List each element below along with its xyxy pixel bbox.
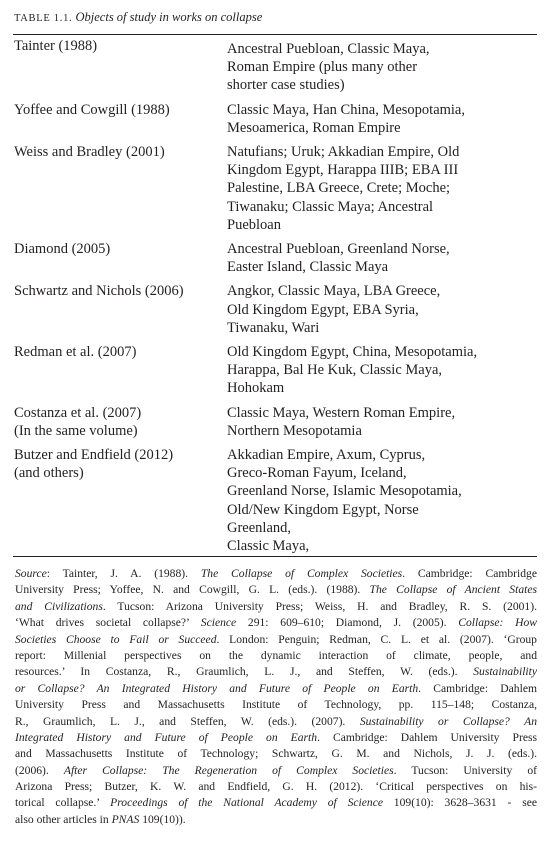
objects-line: shorter case studies) [227,77,345,94]
objects-line: Greenland, [227,519,292,536]
objects-line: Ancestral Puebloan, Greenland Norse, [227,241,450,258]
author-cell [14,282,219,300]
objects-line: Puebloan [227,216,281,233]
author-cell [14,37,219,55]
objects-line: Angkor, Classic Maya, LBA Greece, [227,283,441,300]
objects-line: Classic Maya, [227,538,310,555]
bottom-rule [13,556,537,557]
table-row [0,282,551,337]
author-line: Schwartz and Nichols (2006) [14,283,184,300]
objects-cell [227,446,539,555]
objects-line: Kingdom Egypt, Harappa IIIB; EBA III [227,162,459,179]
author-line: Weiss and Bradley (2001) [14,144,165,161]
source-line: Arizona Press; Butzer, K. W. and Endfield, G. H. (2012). ‘Critical perspectives on his- [15,780,537,794]
objects-cell [227,343,539,398]
source-line: Societies Choose to Fail or Succeed. London: Penguin; Redman, C. L. et al. (2007). ‘Group [15,632,537,646]
top-rule [13,34,537,35]
table-row [0,404,551,440]
objects-line: Old Kingdom Egypt, EBA Syria, [227,301,419,318]
objects-line: Greco-Roman Fayum, Iceland, [227,465,407,482]
objects-line: Easter Island, Classic Maya [227,259,389,276]
objects-line: Tiwanaku; Classic Maya; Ancestral [227,198,434,215]
author-cell [14,446,219,482]
table-label: TABLE 1.1. [14,13,73,24]
author-cell [14,404,219,440]
source-line: University Press and Massachusetts Institute of Technology, pp. 115–148; Costanza, [15,698,537,712]
table-row [0,446,551,555]
source-line: also other articles in PNAS 109(10)). [15,812,186,826]
objects-cell [227,240,539,276]
objects-line: Harappa, Bal He Kuk, Classic Maya, [227,362,443,379]
objects-cell [227,101,539,137]
source-line: ‘What drives societal collapse?’ Science 291: 609–610; Diamond, J. (2005). Collapse: How [15,616,537,630]
objects-line: Ancestral Puebloan, Classic Maya, [227,41,430,57]
source-line: Source: Tainter, J. A. (1988). The Collapse of Complex Societies. Cambridge: Cambridge [15,567,537,580]
source-line: resources.’ In Costanza, R., Graumlich, L. J., and Steffen, W. (eds.). Sustainability [15,665,537,679]
objects-cell [227,404,539,440]
author-line: Butzer and Endfield (2012) [14,447,174,464]
objects-line: Classic Maya, Western Roman Empire, [227,404,456,421]
table-row [0,240,551,276]
table-row [0,37,551,95]
author-line: Tainter (1988) [14,38,98,54]
author-line: (In the same volume) [14,422,138,439]
objects-line: Mesoamerica, Roman Empire [227,119,401,136]
objects-line: Old/New Kingdom Egypt, Norse [227,501,419,518]
objects-line: Akkadian Empire, Axum, Cyprus, [227,447,426,464]
author-line: Yoffee and Cowgill (1988) [14,101,170,118]
objects-line: Greenland Norse, Islamic Mesopotamia, [227,483,462,500]
author-line: Diamond (2005) [14,241,111,258]
source-line: R., Graumlich, L. J., and Steffen, W. (eds.). (2007). Sustainability or Collapse? An [15,714,537,728]
table-caption [14,10,534,25]
source-line: and Civilizations. Tucson: Arizona University Press; Weiss, H. and Bradley, R. S. (2001). [15,599,537,613]
objects-cell [227,282,539,337]
source-line: and Massachusetts Institute of Technology; Schwartz, G. M. and Nichols, J. J. (eds.). [15,747,537,761]
objects-line: Hohokam [227,380,285,397]
table-row [0,143,551,234]
table-row [0,343,551,398]
source-line: or Collapse? An Integrated History and Future of People on Earth. Cambridge: Dahlem [15,681,537,695]
source-line: University Press; Yoffee, N. and Cowgill, G. L. (eds.). (1988). The Collapse of Ancient States [15,583,537,597]
source-line: report: Millenial perspectives on the dynamic interaction of climate, people, and [15,648,537,662]
table-title: Objects of study in works on collapse [75,10,263,24]
objects-line: Palestine, LBA Greece, Crete; Moche; [227,180,451,197]
objects-line: Natufians; Uruk; Akkadian Empire, Old [227,144,460,161]
source-line: Integrated History and Future of People on Earth. Cambridge: Dahlem University Press [15,730,537,744]
author-cell [14,343,219,361]
objects-line: Roman Empire (plus many other [227,59,418,76]
collapse-table [0,37,551,555]
author-cell [14,240,219,258]
objects-cell [227,40,539,95]
author-line: Costanza et al. (2007) [14,404,142,421]
source-note [15,566,537,828]
source-line: torical collapse.’ Proceedings of the National Academy of Science 109(10): 3628–3631 - see [15,796,537,810]
author-cell [14,143,219,161]
author-line: Redman et al. (2007) [14,344,137,361]
table-row [0,101,551,137]
source-line: (2006). After Collapse: The Regeneration of Complex Societies. Tucson: University of [15,763,537,777]
objects-line: Northern Mesopotamia [227,422,362,439]
author-line: (and others) [14,465,84,482]
objects-line: Old Kingdom Egypt, China, Mesopotamia, [227,344,478,361]
objects-line: Tiwanaku, Wari [227,319,320,336]
objects-line: Classic Maya, Han China, Mesopotamia, [227,101,465,118]
objects-cell [227,143,539,234]
author-cell [14,101,219,119]
